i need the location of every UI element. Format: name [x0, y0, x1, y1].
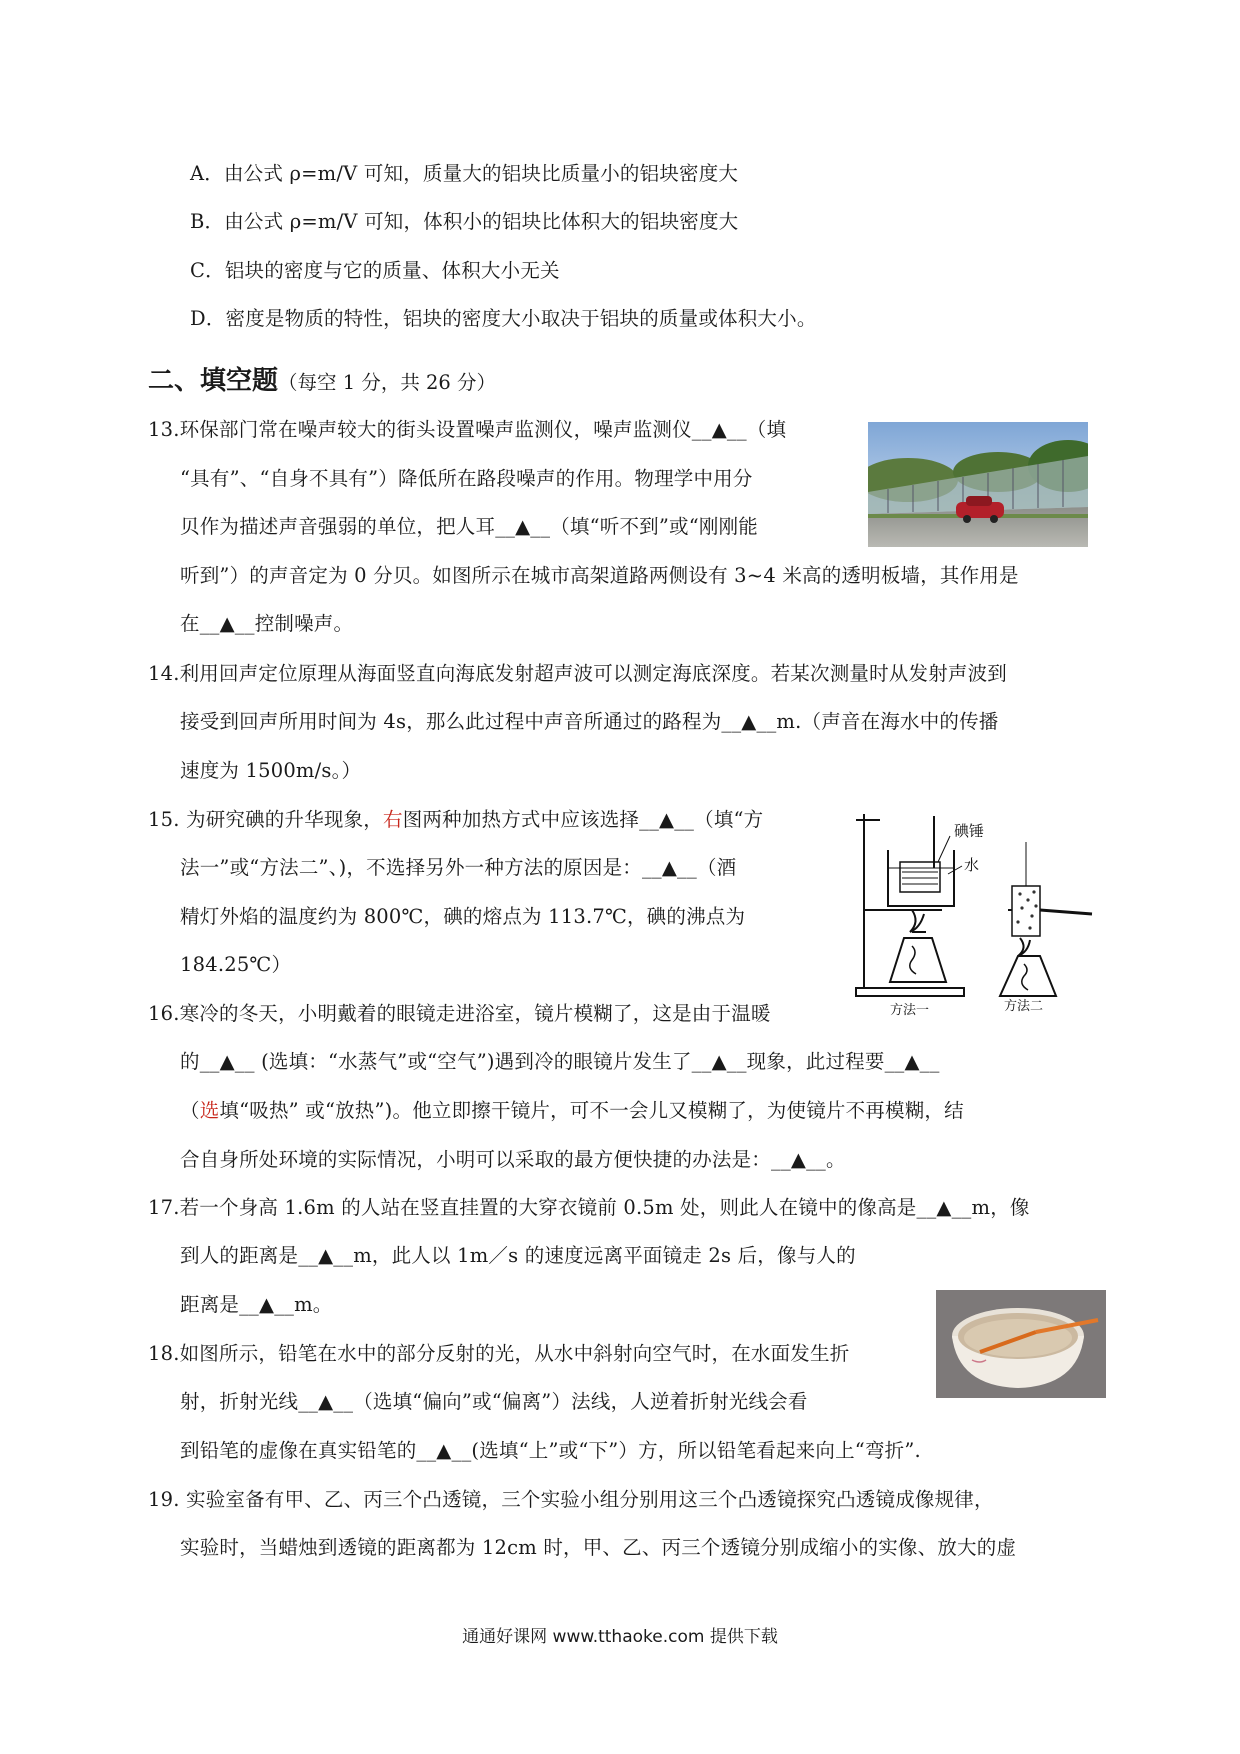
q14-line-1: 14.利用回声定位原理从海面竖直向海底发射超声波可以测定海底深度。若某次测量时从发射声波到 — [148, 662, 1008, 685]
q15-line-4: 184.25℃） — [180, 953, 292, 976]
option-d: D．密度是物质的特性，铝块的密度大小取决于铝块的质量或体积大小。 — [190, 307, 817, 330]
q17-line-2: 到人的距离是__▲__m，此人以 1m／s 的速度远离平面镜走 2s 后，像与人的 — [180, 1244, 856, 1267]
highway-barrier-photo — [868, 422, 1088, 547]
option-c: C．铝块的密度与它的质量、体积大小无关 — [190, 259, 560, 282]
q13-line-5: 在__▲__控制噪声。 — [180, 612, 354, 635]
q13-line-2: “具有”、“自身不具有”）降低所在路段噪声的作用。物理学中用分 — [180, 467, 753, 490]
q13-line-1: 13.环保部门常在噪声较大的街头设置噪声监测仪，噪声监测仪__▲__（填 — [148, 418, 787, 441]
q16-line-1: 16.寒冷的冬天，小明戴着的眼镜走进浴室，镜片模糊了，这是由于温暖 — [148, 1002, 771, 1025]
q18-line-3: 到铅笔的虚像在真实铅笔的__▲__(选填“上”或“下”）方，所以铅笔看起来向上“弯折”. — [180, 1439, 921, 1462]
iodine-heating-diagram — [842, 806, 1102, 1016]
q15-text-a: 15. 为研究碘的升华现象， — [148, 808, 384, 831]
q15-text-b: 图两种加热方式中应该选择__▲__（填“方 — [402, 808, 764, 831]
section-heading — [148, 360, 496, 397]
q19-line-1: 19. 实验室备有甲、乙、丙三个凸透镜，三个实验小组分别用这三个凸透镜探究凸透镜成像规律， — [148, 1488, 994, 1511]
q15-line-1 — [148, 810, 763, 830]
q13-line-4: 听到”）的声音定为 0 分贝。如图所示在城市高架道路两侧设有 3~4 米高的透明板墙，其作用是 — [180, 564, 1019, 587]
q15-red-word: 右 — [383, 808, 403, 831]
q16-line-4: 合自身所处环境的实际情况，小明可以采取的最方便快捷的办法是：__▲__。 — [180, 1148, 846, 1171]
option-b: B．由公式 ρ=m/V 可知，体积小的铝块比体积大的铝块密度大 — [190, 210, 739, 233]
q16-line-2: 的__▲__ (选填：“水蒸气”或“空气”)遇到冷的眼镜片发生了__▲__现象，此过程要__▲__ — [180, 1050, 940, 1073]
option-a: A．由公式 ρ=m/V 可知，质量大的铝块比质量小的铝块密度大 — [190, 162, 739, 185]
q16-text-a: （ — [180, 1099, 200, 1122]
label-method-1: 方法一 — [890, 1003, 930, 1016]
q16-red-word: 选 — [199, 1099, 220, 1122]
section-note: （每空 1 分，共 26 分） — [278, 371, 497, 394]
q18-line-1: 18.如图所示，铅笔在水中的部分反射的光，从水中斜射向空气时，在水面发生折 — [148, 1342, 850, 1365]
label-method-2: 方法二 — [1004, 999, 1044, 1014]
label-iodine: 碘锤 — [954, 822, 985, 840]
q15-line-3: 精灯外焰的温度约为 800℃，碘的熔点为 113.7℃，碘的沸点为 — [180, 905, 746, 928]
q19-line-2: 实验时，当蜡烛到透镜的距离都为 12cm 时，甲、乙、丙三个透镜分别成缩小的实像、放大的虚 — [180, 1536, 1017, 1559]
q16-line-3 — [180, 1101, 964, 1121]
q17-line-3: 距离是__▲__m。 — [180, 1293, 333, 1316]
pencil-bowl-photo — [936, 1290, 1106, 1398]
q17-line-1: 17.若一个身高 1.6m 的人站在竖直挂置的大穿衣镜前 0.5m 处，则此人在镜中的像高是__▲__m，像 — [148, 1196, 1030, 1219]
q14-line-3: 速度为 1500m/s。） — [180, 759, 362, 782]
q14-line-2: 接受到回声所用时间为 4s，那么此过程中声音所通过的路程为__▲__m.（声音在海水中的传播 — [180, 710, 999, 733]
page-footer: 通通好课网 www.tthaoke.com 提供下载 — [462, 1627, 778, 1647]
q16-text-b: 填“吸热” 或“放热”)。他立即擦干镜片，可不一会儿又模糊了，为使镜片不再模糊，结 — [219, 1099, 964, 1122]
q18-line-2: 射，折射光线__▲__（选填“偏向”或“偏离”）法线，人逆着折射光线会看 — [180, 1390, 808, 1413]
q15-line-2: 法一”或“方法二”、)，不选择另外一种方法的原因是：__▲__（酒 — [180, 856, 737, 879]
label-water: 水 — [964, 856, 980, 874]
q13-line-3: 贝作为描述声音强弱的单位，把人耳__▲__（填“听不到”或“刚刚能 — [180, 515, 759, 538]
section-title: 二、填空题 — [148, 366, 279, 396]
